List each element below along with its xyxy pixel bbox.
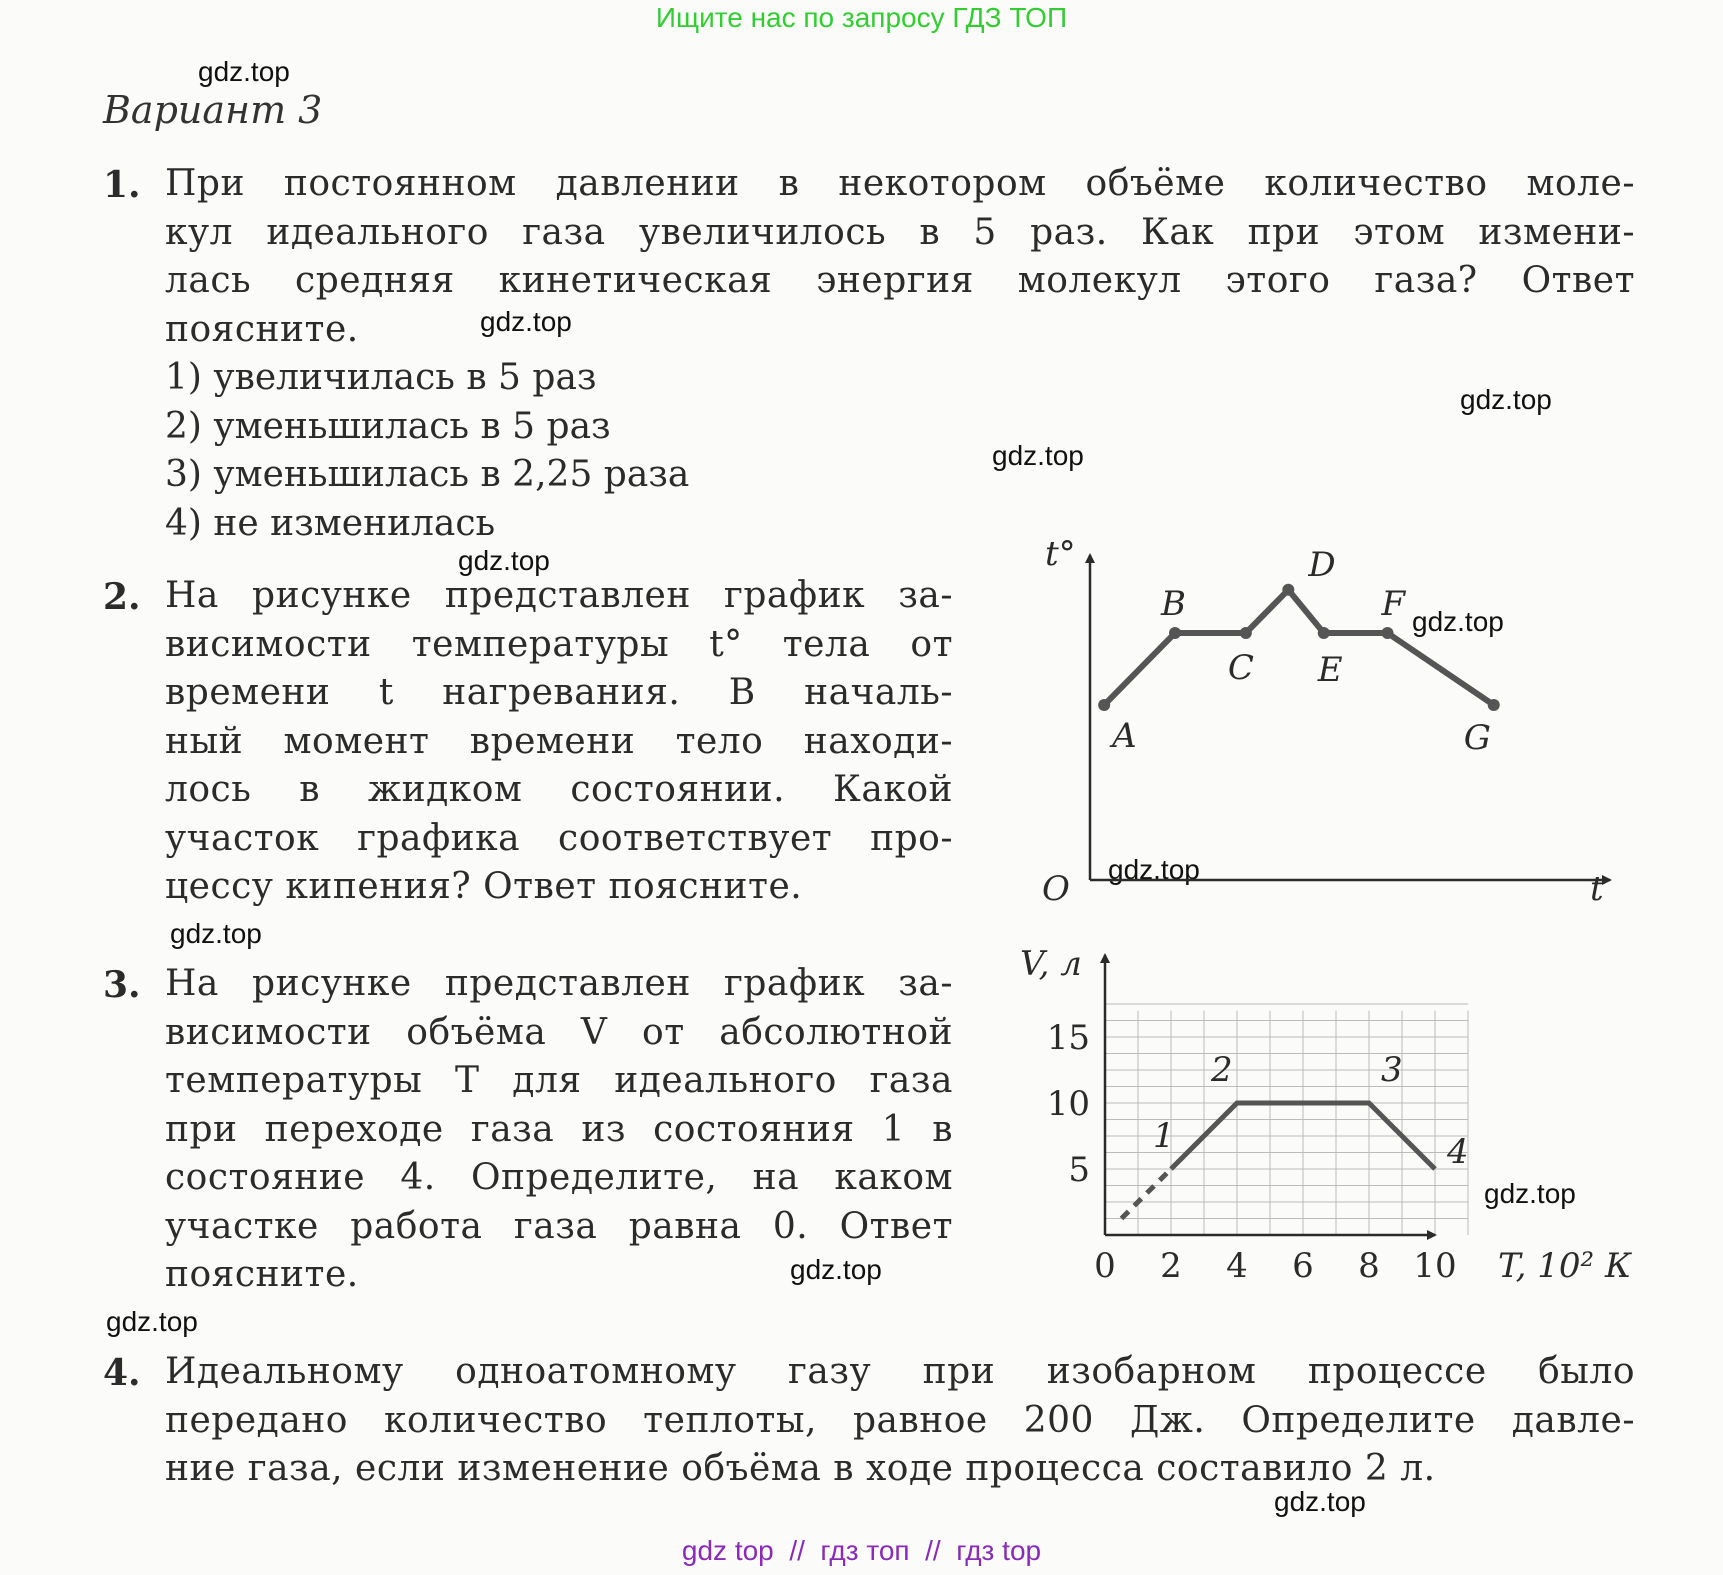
point-label: G: [1463, 718, 1491, 758]
state-label: 3: [1381, 1050, 1403, 1090]
answer-option: 3) уменьшилась в 2,25 раза: [165, 454, 690, 495]
origin-label: O: [1042, 869, 1070, 909]
watermark: gdz.top: [198, 56, 290, 87]
y-tick-label: 5: [1068, 1150, 1090, 1190]
y-axis-label: V, л: [1020, 945, 1082, 984]
x-axis-label: t: [1590, 869, 1604, 909]
point-label: A: [1112, 716, 1137, 756]
task1-text: [165, 160, 1635, 354]
task2-text: [165, 572, 953, 912]
point-marker: [1098, 699, 1110, 711]
watermark: gdz.top: [1412, 606, 1504, 637]
point-marker: [1488, 699, 1500, 711]
watermark: gdz.top: [480, 306, 572, 337]
task-line: На рисунке представлен график за-: [165, 575, 953, 616]
task-line: висимости температуры t° тела от: [165, 623, 953, 665]
task-line: передано количество теплоты, равное 200 Дж. Определите давле-: [165, 1399, 1635, 1441]
watermark: gdz.top: [1274, 1486, 1366, 1517]
watermark: gdz.top: [992, 440, 1084, 471]
task3-text: [165, 960, 953, 1300]
state-label: 4: [1447, 1132, 1469, 1172]
task-line: состояние 4. Определите, на каком: [165, 1157, 953, 1198]
point-label: F: [1381, 584, 1406, 624]
watermark: gdz.top: [458, 545, 550, 576]
x-tick-label: 2: [1160, 1246, 1182, 1286]
point-marker: [1382, 627, 1394, 639]
y-tick-label: 10: [1046, 1084, 1090, 1124]
x-tick-label: 4: [1226, 1246, 1248, 1286]
temperature-time-graph: [1030, 535, 1630, 915]
watermark: gdz.top: [1484, 1178, 1576, 1209]
answer-option: 2) уменьшилась в 5 раз: [165, 405, 611, 447]
task-line: лось в жидком состоянии. Какой: [165, 769, 953, 810]
x-tick-label: 10: [1413, 1246, 1457, 1286]
task-line: при переходе газа из состояния 1 в: [165, 1108, 953, 1150]
volume-temperature-graph: [1010, 945, 1710, 1295]
task-line: цессу кипения? Ответ поясните.: [165, 866, 803, 907]
point-marker: [1169, 627, 1181, 639]
task-line: поясните.: [165, 308, 359, 350]
answer-option: 1) увеличилась в 5 раз: [165, 357, 597, 398]
watermark: gdz.top: [790, 1254, 882, 1285]
task1-options: [165, 354, 689, 548]
task-number: 2.: [103, 576, 141, 618]
task-line: поясните.: [165, 1254, 359, 1295]
task-line: Идеальному одноатомному газу при изобарном процессе было: [165, 1351, 1635, 1392]
point-marker: [1240, 627, 1252, 639]
x-tick-label: 8: [1358, 1246, 1380, 1286]
watermark: gdz.top: [106, 1306, 198, 1337]
point-label: D: [1308, 544, 1336, 585]
x-tick-label: 6: [1292, 1246, 1314, 1286]
watermark: gdz.top: [1460, 384, 1552, 415]
task-number: 1.: [103, 164, 141, 206]
search-banner: Ищите нас по запросу ГДЗ ТОП: [655, 2, 1068, 33]
point-label: E: [1317, 650, 1343, 690]
watermark: gdz.top: [1108, 854, 1200, 885]
footer-watermark: gdz top // гдз топ // гдз top: [681, 1535, 1042, 1566]
task-line: ние газа, если изменение объёма в ходе процесса составило 2 л.: [165, 1448, 1436, 1489]
variant-title: Вариант 3: [103, 88, 323, 132]
watermark: gdz.top: [170, 918, 262, 949]
point-marker: [1318, 627, 1330, 639]
task4-text: [165, 1348, 1635, 1494]
state-label: 1: [1153, 1116, 1175, 1156]
task-line: При постоянном давлении в некотором объёме количество моле-: [165, 163, 1635, 204]
point-label: B: [1161, 584, 1186, 624]
task-line: кул идеального газа увеличилось в 5 раз. Как при этом измени-: [165, 211, 1635, 253]
task-line: участке работа газа равна 0. Ответ: [165, 1205, 953, 1247]
task-line: лась средняя кинетическая энергия молекул этого газа? Ответ: [165, 260, 1635, 301]
state-label: 2: [1211, 1050, 1233, 1090]
answer-option: 4) не изменилась: [165, 502, 496, 544]
task-line: ный момент времени тело находи-: [165, 720, 953, 762]
task-number: 3.: [103, 964, 141, 1006]
y-axis-label: t°: [1045, 535, 1076, 574]
task-line: висимости объёма V от абсолютной: [165, 1011, 953, 1053]
point-marker: [1282, 584, 1294, 596]
task-line: времени t нагревания. В началь-: [165, 672, 953, 713]
x-axis-label: T, 10² К: [1498, 1246, 1632, 1286]
point-label: C: [1227, 648, 1254, 688]
task-line: На рисунке представлен график за-: [165, 963, 953, 1004]
x-tick-label: 0: [1094, 1246, 1116, 1286]
task-line: участок графика соответствует про-: [165, 817, 953, 859]
task-line: температуры T для идеального газа: [165, 1060, 953, 1101]
task-number: 4.: [103, 1352, 141, 1394]
y-tick-label: 15: [1046, 1018, 1090, 1058]
extrapolation-line: [1122, 1169, 1172, 1219]
chart-marks: [1098, 545, 1500, 758]
